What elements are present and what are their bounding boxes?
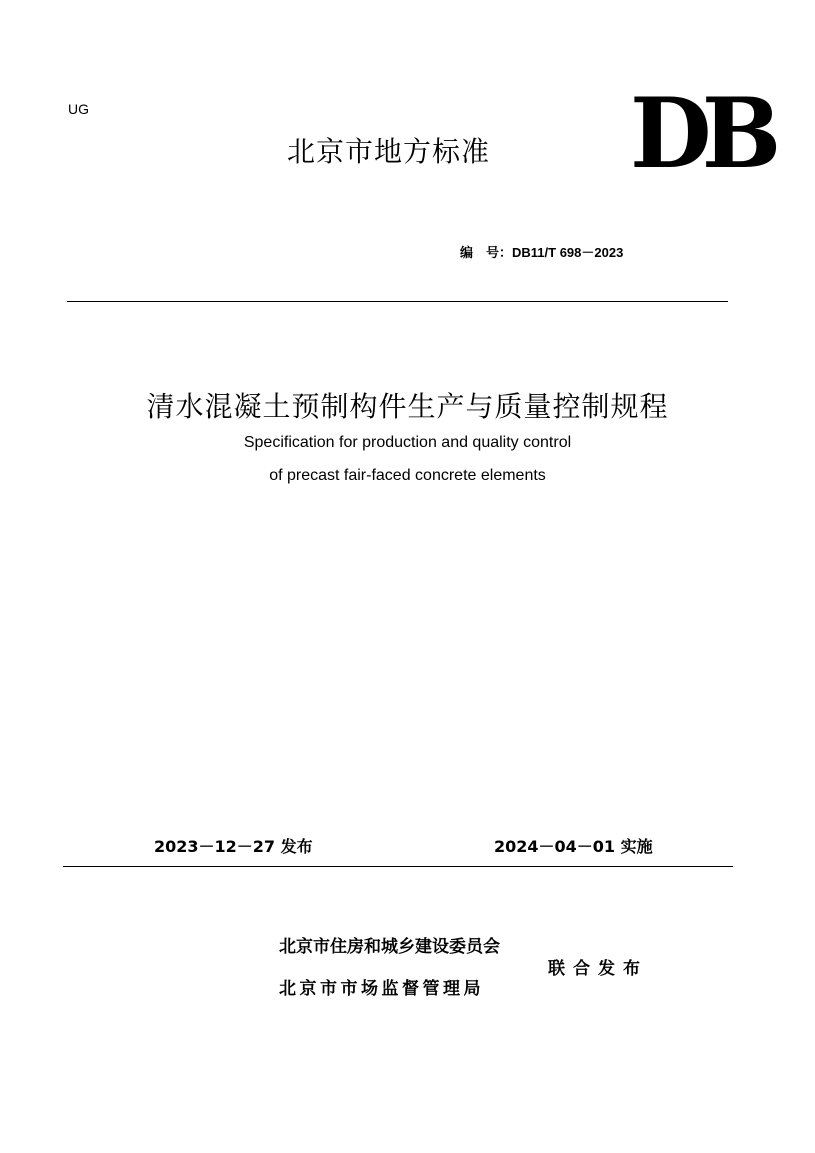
document-title-chinese: 清水混凝土预制构件生产与质量控制规程 (146, 390, 669, 423)
standard-code-label: 编 号： (460, 246, 513, 261)
issuer-org-market: 北京市市场监督管理局 (279, 979, 484, 999)
db-logo: DB (630, 77, 772, 190)
joint-issue-label: 联合发布 (548, 959, 648, 979)
effective-date: 2024－04－01 实施 (494, 837, 653, 856)
issuer-org-housing: 北京市住房和城乡建设委员会 (279, 937, 500, 957)
standard-code-number: DB11/T 698－2023 (512, 245, 624, 260)
document-title-english-line2: of precast fair-faced concrete elements (269, 467, 546, 484)
standard-code (460, 242, 623, 261)
bottom-divider (63, 866, 733, 867)
standard-type-title: 北京市地方标准 (287, 135, 491, 168)
publish-date: 2023－12－27 发布 (154, 837, 313, 856)
classification-code: UG (68, 101, 89, 117)
top-divider (67, 301, 728, 302)
document-title-english-line1: Specification for production and quality control (243, 434, 572, 451)
